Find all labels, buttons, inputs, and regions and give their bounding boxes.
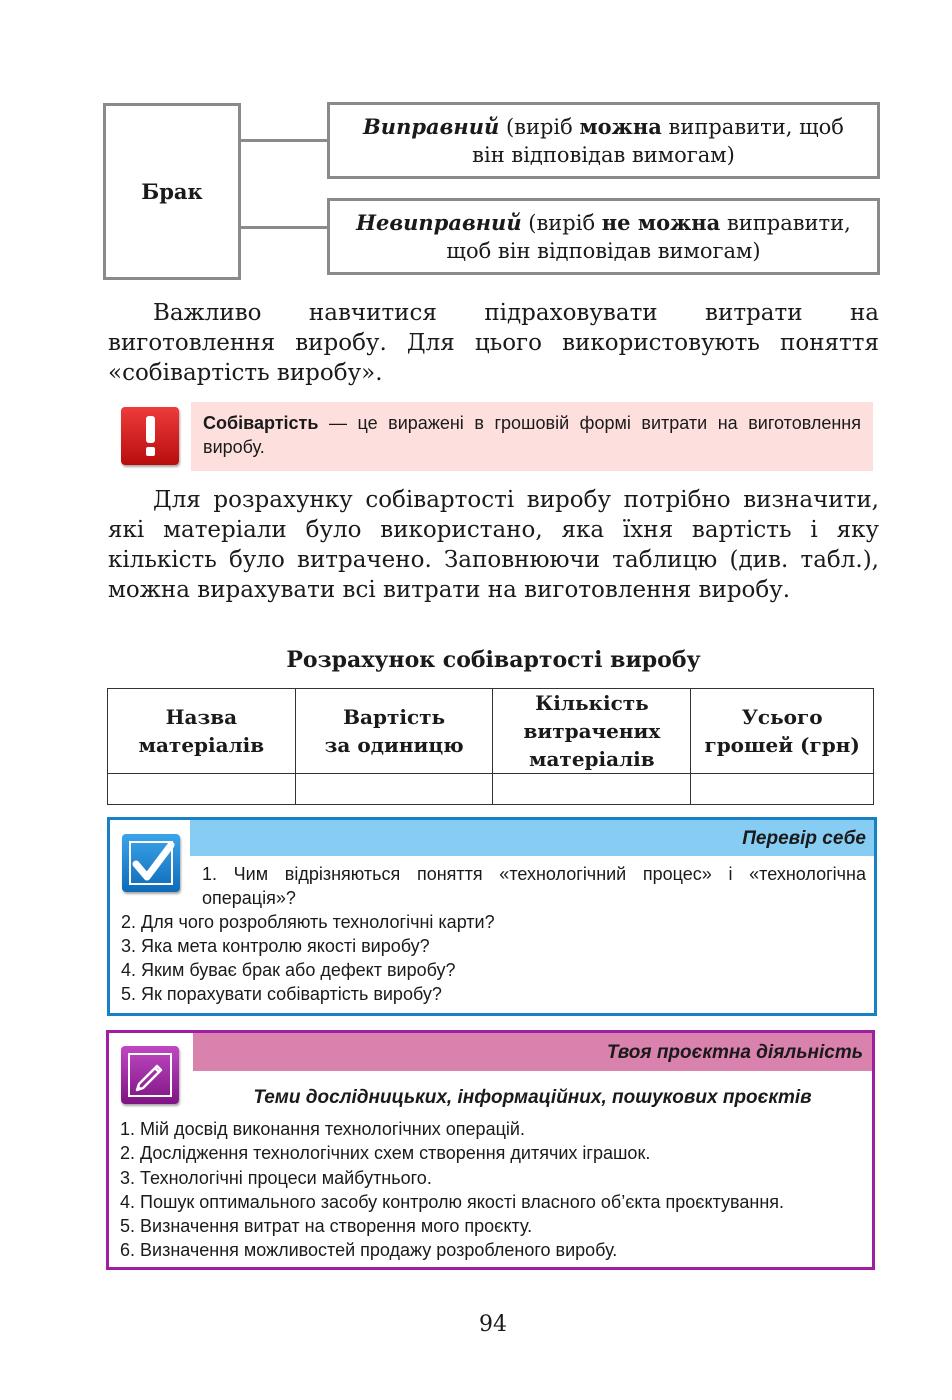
definition-term: Собівартість (203, 413, 319, 433)
list-item: 2. Для чого розробляють технологічні карти? (121, 912, 495, 932)
page-number: 94 (479, 1312, 507, 1337)
project-activity-title: Твоя проєктна діяльність (193, 1033, 872, 1071)
list-item: 3. Технологічні процеси майбутнього. (120, 1167, 432, 1188)
diagram-option-correctable (327, 102, 880, 179)
check-yourself-title: Перевір себе (190, 820, 874, 856)
table-title: Розрахунок собівартості виробу (286, 647, 701, 673)
table-header-cell: Усього грошей (грн) (691, 689, 874, 774)
cost-table (107, 688, 874, 805)
option-text: виправити, щоб він відповідав вимогам) (472, 114, 844, 167)
table-row (108, 774, 874, 805)
list-item: 3. Яка мета контролю якості виробу? (121, 936, 430, 956)
list-item: 2. Дослідження технологічних схем створення дитячих іграшок. (120, 1143, 651, 1164)
paragraph-text: Для розрахунку собівартості виробу потрібно визначити, які матеріали було використано, яка їхня вартість і яку кількість було витрачено. Заповнюючи таблицю (див. табл.), можна вирахувати всі витрати на виготовлення виробу. (108, 487, 879, 603)
option-name: Невиправний (356, 209, 522, 235)
diagram-option-uncorrectable (327, 198, 880, 275)
exclamation-icon (121, 407, 179, 465)
table-header-row (108, 689, 874, 774)
project-activity-subtitle: Теми дослідницьких, інформаційних, пошукових проєктів (253, 1087, 812, 1108)
table-cell (493, 774, 691, 805)
table-cell (295, 774, 493, 805)
list-item: 5. Визначення витрат на створення мого проєкту. (120, 1216, 533, 1237)
list-item: 1. Чим відрізняються поняття «технологічний процес» і «технологічна операція»? (202, 864, 866, 908)
option-text: (виріб (499, 114, 580, 139)
check-yourself-box (107, 817, 877, 1016)
table-cell (691, 774, 874, 805)
paragraph-cost-calculation (108, 485, 879, 605)
diagram-connector (240, 226, 328, 229)
diagram-root-label: Брак (141, 179, 203, 204)
pencil-icon (121, 1046, 179, 1104)
project-topics-list (109, 1117, 872, 1263)
list-item: 6. Визначення можливостей продажу розробленого виробу. (120, 1240, 618, 1261)
list-item: 4. Пошук оптимального засобу контролю якості власного об’єкта проєктування. (120, 1191, 785, 1212)
check-yourself-list (110, 862, 874, 1006)
paragraph-text: Важливо навчитися підраховувати витрати на виготовлення виробу. Для цього використовують поняття «собівартість виробу». (108, 300, 879, 386)
paragraph-cost-intro (108, 298, 879, 388)
option-text: виправити, щоб він відповідав вимогам) (446, 210, 851, 263)
option-strong: можна (579, 113, 662, 139)
definition-text: — це виражені в грошовій формі витрати на виготовлення виробу. (203, 413, 861, 457)
definition-callout (191, 402, 873, 471)
diagram-root-box (103, 103, 241, 280)
list-item: 1. Мій досвід виконання технологічних операцій. (120, 1119, 525, 1139)
option-text: (виріб (521, 210, 602, 235)
option-name: Виправний (363, 113, 500, 139)
option-strong: не можна (601, 209, 721, 235)
list-item: 4. Яким буває брак або дефект виробу? (121, 960, 456, 980)
list-item: 5. Як порахувати собівартість виробу? (121, 984, 442, 1004)
diagram-connector (240, 139, 328, 142)
table-header-cell: Вартість за одиницю (295, 689, 493, 774)
table-header-cell: Назва матеріалів (108, 689, 296, 774)
table-header-cell: Кількість витрачених матеріалів (493, 689, 691, 774)
project-activity-box (106, 1030, 875, 1270)
table-cell (108, 774, 296, 805)
